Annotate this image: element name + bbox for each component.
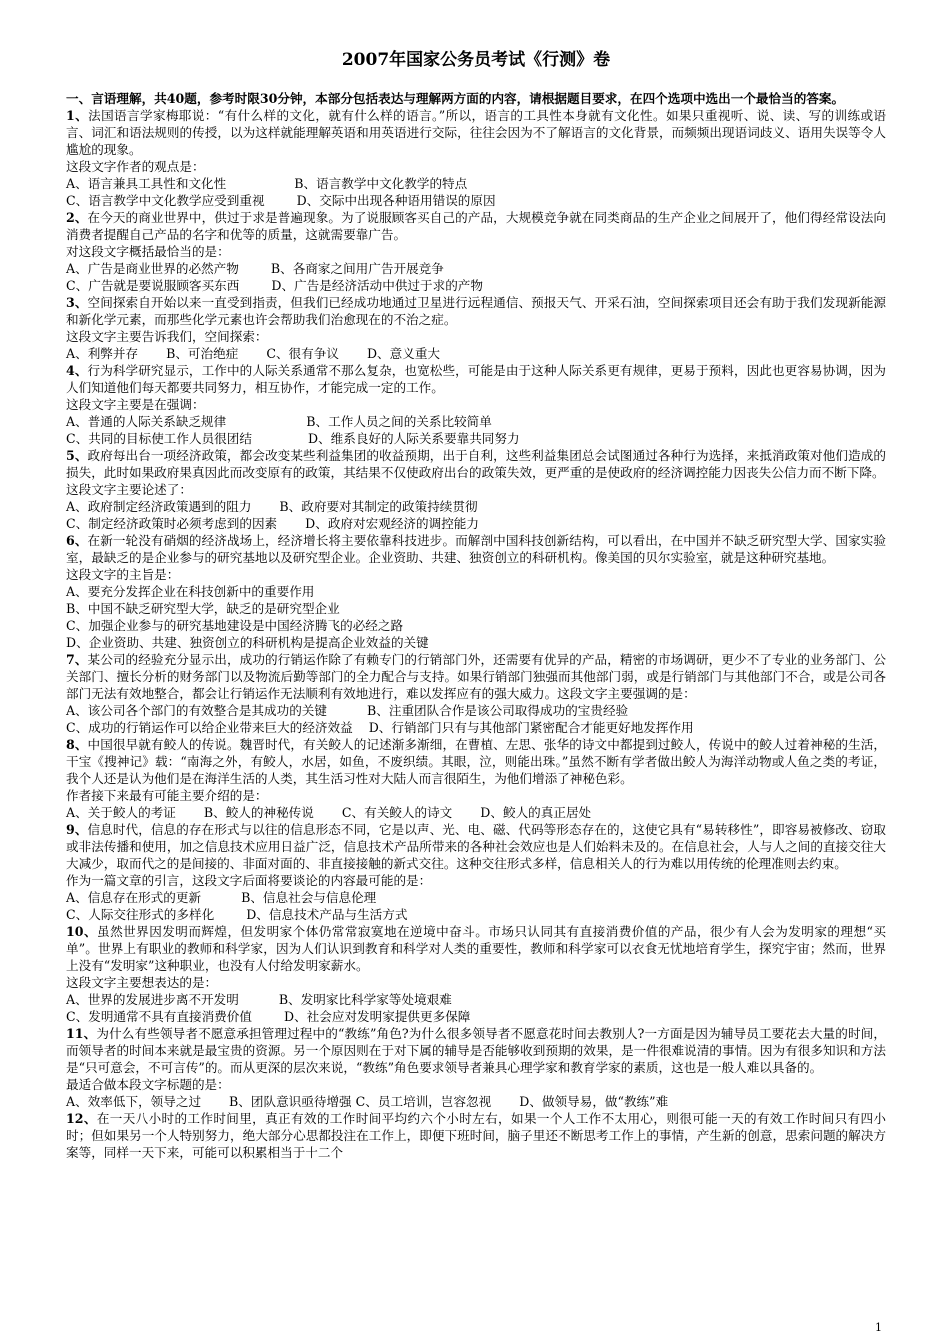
question-item [66, 821, 886, 923]
question-stem: 这段文字的主旨是： [66, 567, 180, 582]
question-number: 10、 [66, 924, 98, 939]
document-page [66, 48, 886, 1161]
answer-options: A、效率低下，领导之过 B、团队意识亟待增强 C、员工培训，岂容忽视 D、做领导易，做“教练”难 [66, 1094, 669, 1109]
question-stem: 这段文字作者的观点是： [66, 159, 205, 174]
answer-options: C、发明通常不具有直接消费价值 D、社会应对发明家提供更多保障 [66, 1009, 471, 1024]
question-stem: 作为一篇文章的引言，这段文字后面将要谈论的内容最可能的是： [66, 873, 432, 888]
answer-options: A、该公司各个部门的有效整合是其成功的关键 B、注重团队合作是该公司取得成功的宝贵经验 [66, 703, 629, 718]
answer-options: A、世界的发展进步离不开发明 B、发明家比科学家等处境艰难 [66, 992, 452, 1007]
answer-options: A、普通的人际关系缺乏规律 B、工作人员之间的关系比较简单 [66, 414, 492, 429]
answer-options: A、关于鲛人的考证 B、鲛人的神秘传说 C、有关鲛人的诗文 D、鲛人的真正居处 [66, 805, 592, 820]
question-number: 9、 [66, 822, 88, 837]
question-item [66, 362, 886, 447]
question-item [66, 532, 886, 651]
question-body: 中国很早就有鲛人的传说。魏晋时代，有关鲛人的记述渐多渐细，在曹植、左思、张华的诗文中都提到过鲛人，传说中的鲛人过着神秘的生活，干宝《搜神记》载：“南海之外，有鲛人，水居，如鱼，不废织绩。其眼，泣，则能出珠。”虽然不断有学者做出鲛人为海洋动物或人鱼之类的考证，我个人还是认为他们是在海洋生活的人类，其生活习性对大陆人而言很陌生，为他们增添了神秘色彩。 [66, 737, 887, 786]
question-item [66, 1110, 886, 1161]
question-text [66, 651, 886, 702]
question-text [66, 1025, 886, 1076]
question-stem: 作者接下来最有可能主要介绍的是： [66, 788, 268, 803]
question-stem: 这段文字主要告诉我们，空间探索： [66, 329, 268, 344]
question-number: 8、 [66, 737, 88, 752]
answer-options: C、制定经济政策时必须考虑到的因素 D、政府对宏观经济的调控能力 [66, 516, 479, 531]
question-body: 在新一轮没有硝烟的经济战场上，经济增长将主要依靠科技进步。而解剖中国科技创新结构，可以看出，在中国并不缺乏研究型大学、国家实验室，最缺乏的是企业参与的研究基地以及研究型企业。企业资助、共建、独资创立的科研机构。像美国的贝尔实验室，就是这种研究基地。 [66, 533, 887, 565]
question-text [66, 923, 886, 974]
question-text [66, 107, 886, 158]
question-text [66, 1110, 886, 1161]
question-text [66, 821, 886, 872]
answer-options: A、广告是商业世界的必然产物 B、各商家之间用广告开展竞争 [66, 261, 444, 276]
question-text [66, 447, 886, 481]
question-text [66, 532, 886, 566]
question-body: 某公司的经验充分显示出，成功的行销运作除了有赖专门的行销部门外，还需要有优异的产品，精密的市场调研，更少不了专业的业务部门、公关部门、擅长分析的财务部门以及物流后勤等部门的全力配合与支持。如果行销部门独强而其他部门弱，或是行销部门与其他部门不合，或是公司各部门无法有效地整合，都会让行销运作无法顺利有效地进行，难以发挥应有的强大威力。这段文字主要强调的是： [66, 652, 887, 701]
question-body: 政府每出台一项经济政策，都会改变某些利益集团的收益预期，出于自利，这些利益集团总会试图通过各种行为选择，来抵消政策对他们造成的损失，此时如果政府果真因此而改变原有的政策，其结果不仅使政府出台的政策失效，更严重的是使政府的经济调控能力因丧失公信力而不断下降。 [66, 448, 887, 480]
answer-options: A、语言兼具工具性和文化性 B、语言教学中文化教学的特点 [66, 176, 468, 191]
answer-options: A、信息存在形式的更新 B、信息社会与信息伦理 [66, 890, 377, 905]
question-item [66, 736, 886, 821]
answer-options: A、利弊并存 B、可治绝症 C、很有争议 D、意义重大 [66, 346, 441, 361]
question-text [66, 362, 886, 396]
question-body: 空间探索自开始以来一直受到指责，但我们已经成功地通过卫星进行远程通信、预报天气、开采石油，空间探索项目还会有助于我们发现新能源和新化学元素，而那些化学元素也许会帮助我们治愈现在的不治之症。 [66, 295, 887, 327]
question-body: 在一天八小时的工作时间里，真正有效的工作时间平均约六个小时左右，如果一个人工作不太用心，则很可能一天的有效工作时间只有四小时；但如果另一个人特别努力，绝大部分心思都投注在工作上，即便下班时间，脑子里还不断思考工作上的事情，产生新的创意，思索问题的解决方案等，同样一天下来，可能可以积累相当于十二个 [66, 1111, 887, 1160]
question-item [66, 1025, 886, 1110]
answer-options: C、加强企业参与的研究基地建设是中国经济腾飞的必经之路 [66, 618, 404, 633]
question-text [66, 294, 886, 328]
question-text [66, 736, 886, 787]
document-title: 2007年国家公务员考试《行测》卷 [341, 50, 611, 70]
question-item [66, 923, 886, 1025]
question-body: 虽然世界因发明而辉煌，但发明家个体仍常常寂寞地在逆境中奋斗。市场只认同其有直接消费价值的产品，很少有人会为发明家的理想“买单”。世界上有职业的教师和科学家，因为人们认识到教育和科学对人类的重要性，教师和科学家可以衣食无忧地培育学生，探究宇宙；然而，世界上没有“发明家”这种职业，也没有人付给发明家薪水。 [66, 924, 886, 973]
question-body: 信息时代，信息的存在形式与以往的信息形态不同，它是以声、光、电、磁、代码等形态存在的，这使它具有“易转移性”，即容易被修改、窃取或非法传播和使用，加之信息技术应用日益广泛，信息技术产品所带来的各种社会效应也是人们始料未及的。在信息社会，人与人之间的直接交往大大减少，取而代之的是间接的、非面对面的、非直接接触的新式交往。这种交往形式多样，信息相关人的行为难以用传统的伦理准则去约束。 [66, 822, 886, 871]
answer-options: D、企业资助、共建、独资创立的科研机构是提高企业效益的关键 [66, 635, 429, 650]
question-body: 为什么有些领导者不愿意承担管理过程中的“教练”角色?为什么很多领导者不愿意花时间去教别人?一方面是因为辅导员工要花去大量的时间，而领导者的时间本来就是最宝贵的资源。另一个原因则在于对下属的辅导是否能够收到预期的效果，是一件很难说清的事情。因为有很多知识和方法是“只可意会，不可言传”的。而从更深的层次来说，“教练”角色要求领导者兼具心理学家和教育学家的素质，这也是一般人难以具备的。 [66, 1026, 886, 1075]
section-heading: 一、言语理解，共40题，参考时限30分钟，本部分包括表达与理解两方面的内容，请根据题目要求，在四个选项中选出一个最恰当的答案。 [66, 91, 845, 106]
answer-options: A、政府制定经济政策遇到的阻力 B、政府要对其制定的政策持续贯彻 [66, 499, 478, 514]
question-stem: 这段文字主要论述了： [66, 482, 192, 497]
question-number: 3、 [66, 295, 88, 310]
question-number: 6、 [66, 533, 88, 548]
answer-options: C、人际交往形式的多样化 D、信息技术产品与生活方式 [66, 907, 408, 922]
answer-options: C、广告就是要说服顾客买东西 D、广告是经济活动中供过于求的产物 [66, 278, 483, 293]
question-stem: 这段文字主要是在强调： [66, 397, 205, 412]
question-item [66, 209, 886, 294]
question-number: 12、 [66, 1111, 97, 1126]
question-list [66, 107, 886, 1161]
question-number: 11、 [66, 1026, 97, 1041]
question-stem: 这段文字主要想表达的是： [66, 975, 218, 990]
question-text [66, 209, 886, 243]
question-number: 1、 [66, 108, 89, 123]
page-number: 1 [875, 1321, 882, 1334]
question-number: 4、 [66, 363, 88, 378]
question-body: 法国语言学家梅耶说：“有什么样的文化，就有什么样的语言。”所以，语言的工具性本身就有文化性。如果只重视听、说、读、写的训练或语言、词汇和语法规则的传授，以为这样就能理解英语和用英语进行交际，往往会因为不了解语言的文化背景，而频频出现语词歧义、语用失误等令人尴尬的现象。 [66, 108, 887, 157]
question-item [66, 447, 886, 532]
question-number: 7、 [66, 652, 88, 667]
question-body: 行为科学研究显示，工作中的人际关系通常不那么复杂，也宽松些，可能是由于这种人际关系更有规律，更易于预料，因此也更容易协调，因为人们知道他们每天都要共同努力，相互协作，才能完成一定的工作。 [66, 363, 887, 395]
question-stem: 最适合做本段文字标题的是： [66, 1077, 230, 1092]
question-item [66, 294, 886, 362]
question-number: 2、 [66, 210, 88, 225]
answer-options: C、共同的目标使工作人员很团结 D、维系良好的人际关系要靠共同努力 [66, 431, 520, 446]
answer-options: A、要充分发挥企业在科技创新中的重要作用 [66, 584, 315, 599]
answer-options: C、成功的行销运作可以给企业带来巨大的经济效益 D、行销部门只有与其他部门紧密配合才能更好地发挥作用 [66, 720, 694, 735]
question-item [66, 651, 886, 736]
answer-options: C、语言教学中文化教学应受到重视 D、交际中出现各种语用错误的原因 [66, 193, 496, 208]
question-number: 5、 [66, 448, 88, 463]
question-body: 在今天的商业世界中，供过于求是普遍现象。为了说服顾客买自己的产品，大规模竞争就在同类商品的生产企业之间展开了，他们得经常设法向消费者提醒自己产品的名字和优等的质量，这就需要靠广告。 [66, 210, 887, 242]
question-item [66, 107, 886, 209]
question-stem: 对这段文字概括最恰当的是： [66, 244, 230, 259]
answer-options: B、中国不缺乏研究型大学，缺乏的是研究型企业 [66, 601, 340, 616]
